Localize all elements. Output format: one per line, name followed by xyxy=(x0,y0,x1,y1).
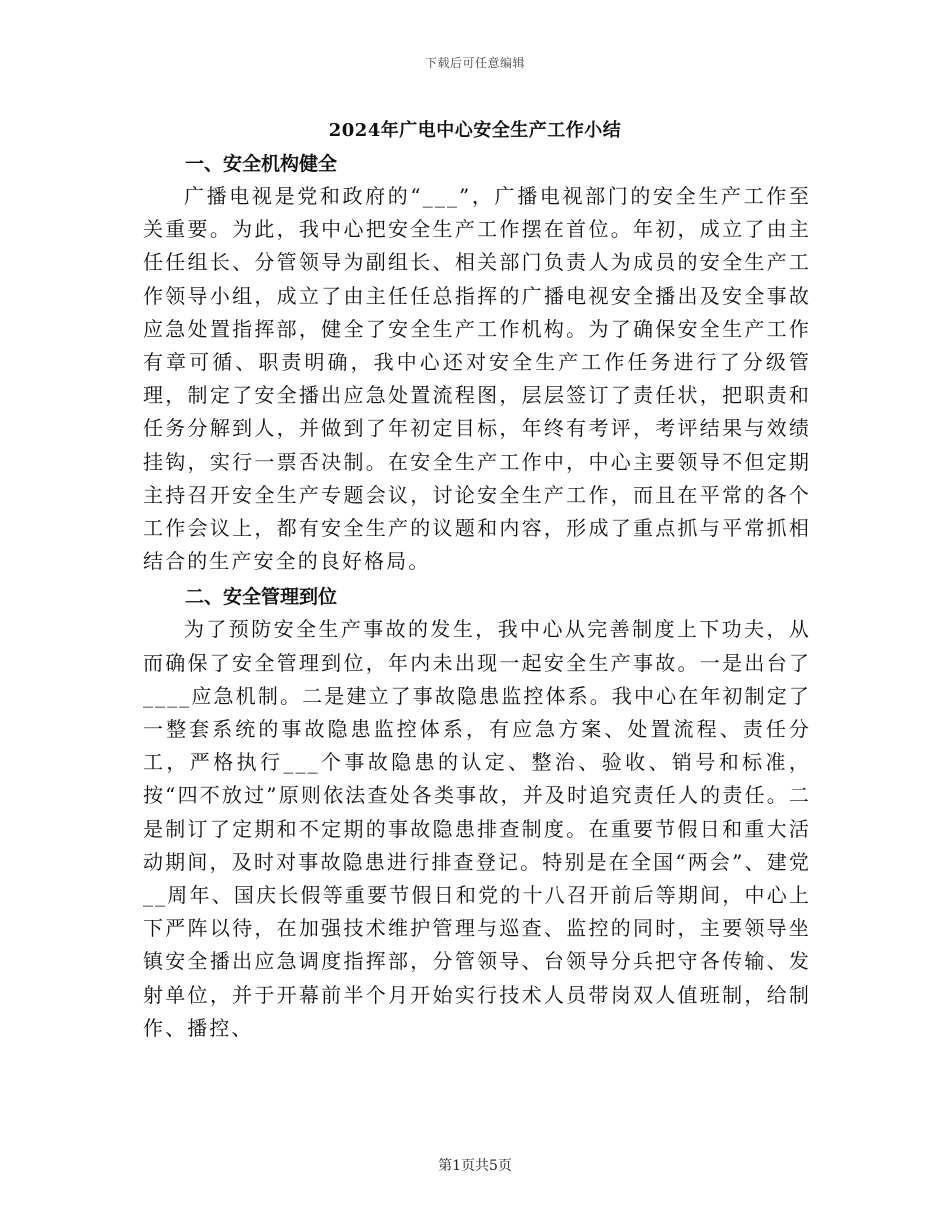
section-heading-organization: 一、安全机构健全 xyxy=(185,153,338,175)
section-heading-management: 二、安全管理到位 xyxy=(185,586,338,609)
section-paragraph-management: 为了预防安全生产事故的发生，我中心从完善制度上下功夫，从而确保了安全管理到位，年内未出现一起安全生产事故。一是出台了____应急机制。二是建立了事故隐患监控体系。我中心在年初制定了一整套系统的事故隐患监控体系，有应急方案、处置流程、责任分工，严格执行___个事故隐患的认定、整治、验收、销号和标准，按“四不放过”原则依法查处各类事故，并及时追究责任人的责任。二是制订了定期和不定期的事故隐患排查制度。在重要节假日和重大活动期间，及时对事故隐患进行排查登记。特别是在全国“两会”、建党__周年、国庆长假等重要节假日和党的十八召开前后等期间，中心上下严阵以待，在加强技术维护管理与巡查、监控的同时，主要领导坐镇安全播出应急调度指挥部，分管领导、台领导分兵把守各传输、发射单位，并于开幕前半个月开始实行技术人员带岗双人值班制，给制作、播控、 xyxy=(143,617,811,1040)
document-title: 2024年广电中心安全生产工作小结 xyxy=(328,120,622,141)
section-paragraph-organization: 广播电视是党和政府的“___”，广播电视部门的安全生产工作至关重要。为此，我中心把安全生产工作摆在首位。年初，成立了由主任任组长、分管领导为副组长、相关部门负责人为成员的安全生产工作领导小组，成立了由主任任总指挥的广播电视安全播出及安全事故应急处置指挥部，健全了安全生产工作机构。为了确保安全生产工作有章可循、职责明确，我中心还对安全生产工作任务进行了分级管理，制定了安全播出应急处置流程图，层层签订了责任状，把职责和任务分解到人，并做到了年初定目标，年终有考评，考评结果与效绩挂钩，实行一票否决制。在安全生产工作中，中心主要领导不但定期主持召开安全生产专题会议，讨论安全生产工作，而且在平常的各个工作会议上，都有安全生产的议题和内容，形成了重点抓与平常抓相结合的生产安全的良好格局。 xyxy=(143,184,811,574)
header-note: 下载后可任意编辑 xyxy=(424,56,525,70)
page-number-footer: 第1页共5页 xyxy=(438,1158,512,1174)
document-body xyxy=(143,148,811,1048)
